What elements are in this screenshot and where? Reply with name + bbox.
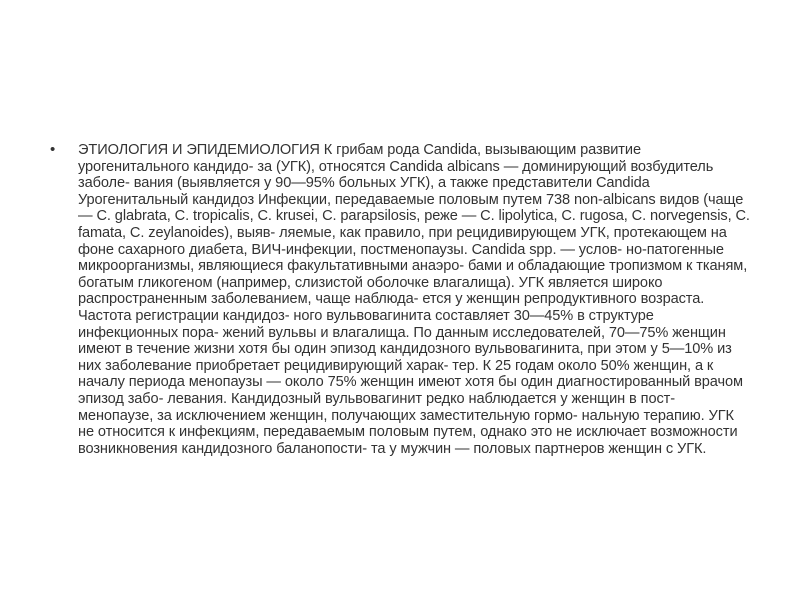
bullet-marker: • [50, 141, 56, 158]
bullet-list-item [50, 142, 750, 457]
body-paragraph: ЭТИОЛОГИЯ И ЭПИДЕМИОЛОГИЯ К грибам рода Candida, вызывающим развитие урогенитального кандидо- за (УГК), относятся Candida albicans — доминирующий возбудитель заболе- вания (выявляется у 90—95% больных УГК), а также представители Candida Урогенитальный кандидоз Инфекции, передаваемые половым путем 738 non-albicans видов (чаще — C. glabrata, C. tropicalis, C. krusei, C. parapsilosis, реже — C. lipolytica, C. rugosa, C. norvegensis, C. famata, C. zeylanoides), выяв- ляемые, как правило, при рецидивирующем УГК, протекающем на фоне сахарного диабета, ВИЧ-инфекции, постменопаузы. Candida spp. — услов- но-патогенные микроорганизмы, являющиеся факультативными анаэро- бами и обладающие тропизмом к тканям, богатым гликогеном (например, слизистой оболочке влагалища). УГК является широко распространенным заболеванием, чаще наблюда- ется у женщин репродуктивного возраста. Частота регистрации кандидоз- ного вульвовагинита составляет 30—45% в структуре инфекционных пора- жений вульвы и влагалища. По данным исследователей, 70—75% женщин имеют в течение жизни хотя бы один эпизод кандидозного вульвовагинита, при этом у 5—10% из них заболевание приобретает рецидивирующий харак- тер. К 25 годам около 50% женщин, а к началу периода менопаузы — около 75% женщин имеют хотя бы один диагностированный врачом эпизод забо- левания. Кандидозный вульвовагинит редко наблюдается у женщин в пост- менопаузе, за исключением женщин, получающих заместительную гормо- нальную терапию. УГК не относится к инфекциям, передаваемым половым путем, однако это не исключает возможности возникновения кандидозного баланопости- та у мужчин — половых партнеров женщин с УГК. [78, 142, 750, 457]
